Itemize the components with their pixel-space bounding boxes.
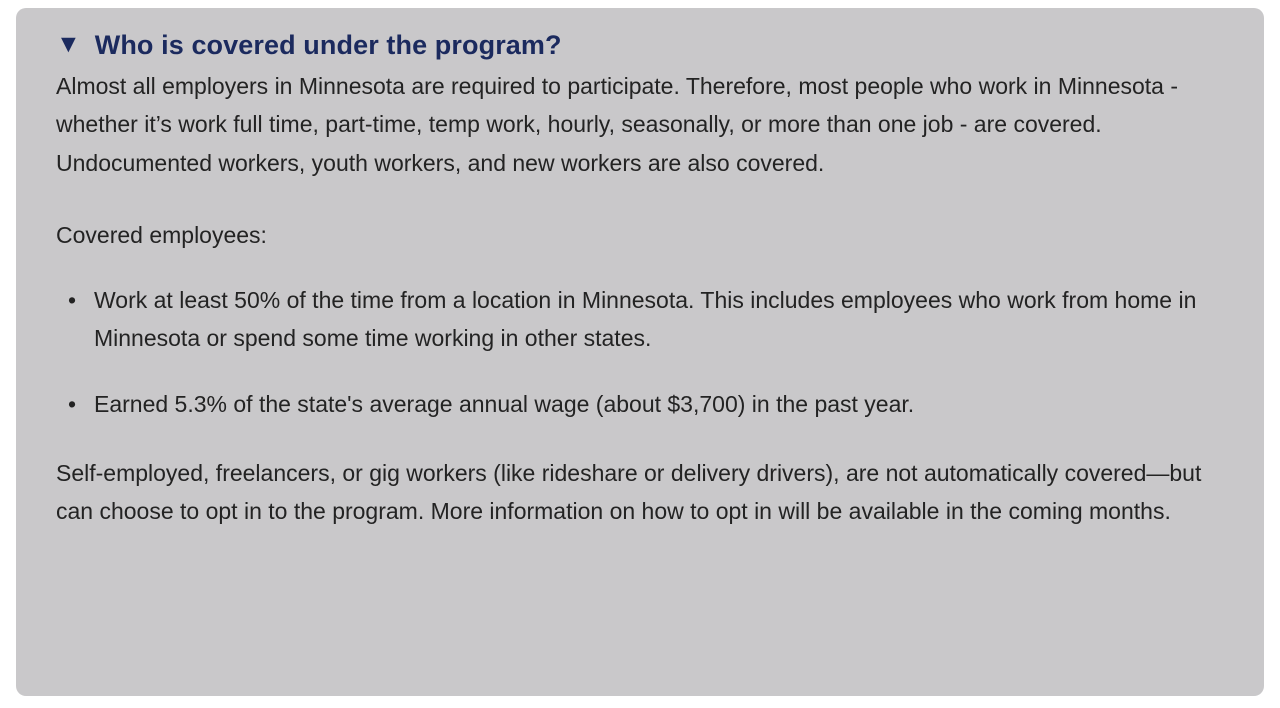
accordion-panel	[16, 8, 1264, 696]
list-item-text: Earned 5.3% of the state's average annual wage (about $3,700) in the past year.	[94, 391, 915, 418]
covered-employees-list	[56, 281, 1234, 424]
outro-paragraph: Self-employed, freelancers, or gig workers (like rideshare or delivery drivers), are not automatically covered—but can choose to opt in to the program. More information on how to opt in will be available in the coming months.	[56, 459, 1202, 525]
intro-paragraph: Almost all employers in Minnesota are required to participate. Therefore, most people who work in Minnesota - whether it’s work full time, part-time, temp work, hourly, seasonally, or more than one job - are covered. Undocumented workers, youth workers, and new workers are also covered.	[56, 73, 1179, 176]
page-title: Who is covered under the program?	[94, 30, 562, 60]
list-item-text: Work at least 50% of the time from a location in Minnesota. This includes employees who work from home in Minnesota or spend some time working in other states.	[94, 286, 1197, 352]
list-item	[56, 281, 1234, 358]
triangle-down-icon[interactable]: ▼	[56, 30, 81, 58]
bullet-icon: •	[68, 286, 77, 313]
bullet-icon: •	[68, 391, 77, 418]
list-item	[56, 385, 1234, 423]
accordion-header[interactable]	[56, 30, 1234, 61]
covered-employees-label: Covered employees:	[56, 222, 267, 249]
